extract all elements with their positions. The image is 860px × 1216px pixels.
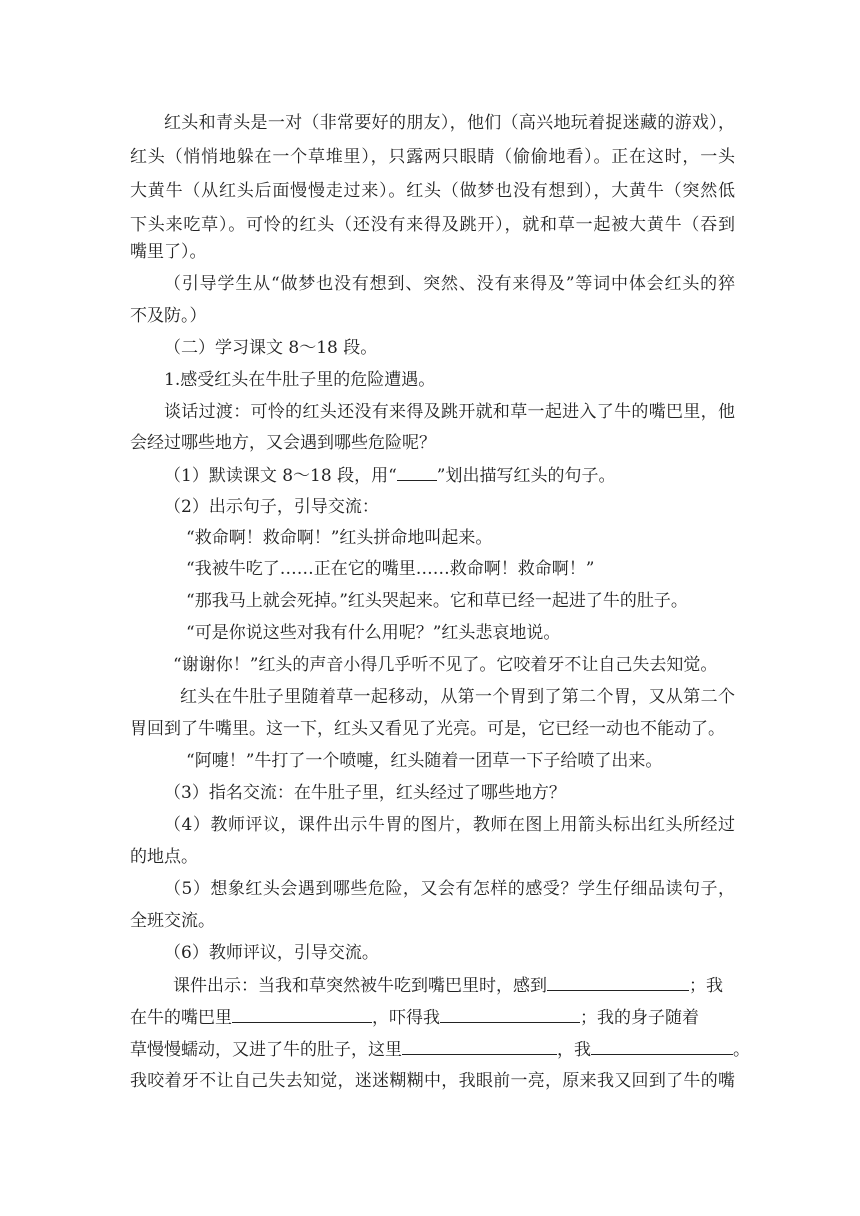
fill-blank: [547, 973, 689, 991]
fill-in-text: ，我: [557, 1040, 591, 1060]
fill-in-line: [173, 973, 778, 998]
section-heading: （二）学习课文 8～18 段。: [164, 338, 378, 358]
fill-blank: [440, 1005, 580, 1023]
subsection-heading: 1.感受红头在牛肚子里的危险遭遇。: [164, 370, 436, 390]
fill-in-text: ；我: [689, 976, 723, 996]
paragraph-line: 谈话过渡：可怜的红头还没有来得及跳开就和草一起进入了牛的嘴巴里，他: [164, 402, 735, 422]
fill-blank: [232, 1005, 372, 1023]
fill-in-text: 草慢慢蠕动，又进了牛的肚子，这里: [130, 1040, 402, 1060]
paragraph-line: 红头（悄悄地躲在一个草堆里），只露两只眼睛（偷偷地看）。正在这时，一头: [130, 147, 735, 167]
quote-line: “谢谢你！”红头的声音小得几乎听不见了。它咬着牙不让自己失去知觉。: [173, 655, 718, 675]
quote-line: “救命啊！救命啊！”红头拼命地叫起来。: [186, 528, 493, 548]
paragraph-line: 红头和青头是一对（非常要好的朋友），他们（高兴地玩着捉迷藏的游戏），: [164, 113, 735, 133]
instruction-text: （1）默读课文 8～18 段，用“: [164, 466, 397, 486]
paragraph-line: 的地点。: [130, 847, 198, 867]
quote-line: “我被牛吃了……正在它的嘴里……救命啊！救命啊！”: [186, 559, 595, 579]
fill-in-line: [130, 1005, 735, 1030]
fill-blank: [591, 1037, 733, 1055]
quote-line: “阿嚏！”牛打了一个喷嚏，红头随着一团草一下子给喷了出来。: [186, 751, 663, 771]
fill-in-line: [130, 1037, 750, 1062]
paragraph-line: （引导学生从“做梦也没有想到、突然、没有来得及”等词中体会红头的猝: [164, 274, 735, 294]
paragraph-line: 大黄牛（从红头后面慢慢走过来）。红头（做梦也没有想到），大黄牛（突然低: [130, 181, 735, 201]
instruction-text: ”划出描写红头的句子。: [436, 466, 616, 486]
instruction-line: （5）想象红头会遇到哪些危险，又会有怎样的感受？学生仔细品读句子，: [164, 879, 735, 899]
fill-in-text: 在牛的嘴巴里: [130, 1008, 232, 1028]
fill-in-text: 课件出示：当我和草突然被牛吃到嘴巴里时，感到: [173, 976, 547, 996]
instruction-line: （6）教师评议，引导交流。: [164, 943, 379, 963]
paragraph-line: 嘴里了）。: [130, 242, 207, 262]
paragraph-line: 不及防。）: [130, 306, 207, 326]
paragraph-line: 我咬着牙不让自己失去知觉，迷迷糊糊中，我眼前一亮，原来我又回到了牛的嘴: [130, 1071, 735, 1091]
fill-blank: [402, 1037, 557, 1055]
paragraph-line: 会经过哪些地方，又会遇到哪些危险呢？: [130, 433, 436, 453]
paragraph-line: 下头来吃草）。可怜的红头（还没有来得及跳开），就和草一起被大黄牛（吞到: [130, 215, 735, 235]
fill-in-text: ，吓得我: [372, 1008, 440, 1028]
instruction-line: （3）指名交流：在牛肚子里，红头经过了哪些地方？: [164, 783, 566, 803]
quote-line: “那我马上就会死掉。”红头哭起来。它和草已经一起进了牛的肚子。: [186, 591, 688, 611]
quote-line: “可是你说这些对我有什么用呢？”红头悲哀地说。: [186, 623, 561, 643]
paragraph-line: 全班交流。: [130, 911, 215, 931]
quote-line: 红头在牛肚子里随着草一起移动，从第一个胃到了第二个胃，又从第二个: [180, 687, 735, 707]
fill-in-text: 。: [733, 1040, 750, 1060]
fill-blank: [397, 463, 437, 481]
quote-line: 胃回到了牛嘴里。这一下，红头又看见了光亮。可是，它已经一动也不能动了。: [130, 719, 725, 739]
instruction-line: （4）教师评议，课件出示牛胃的图片，教师在图上用箭头标出红头所经过: [164, 815, 735, 835]
instruction-line: （2）出示句子，引导交流：: [164, 497, 379, 517]
instruction-line: [164, 463, 769, 488]
fill-in-text: ；我的身子随着: [580, 1008, 699, 1028]
